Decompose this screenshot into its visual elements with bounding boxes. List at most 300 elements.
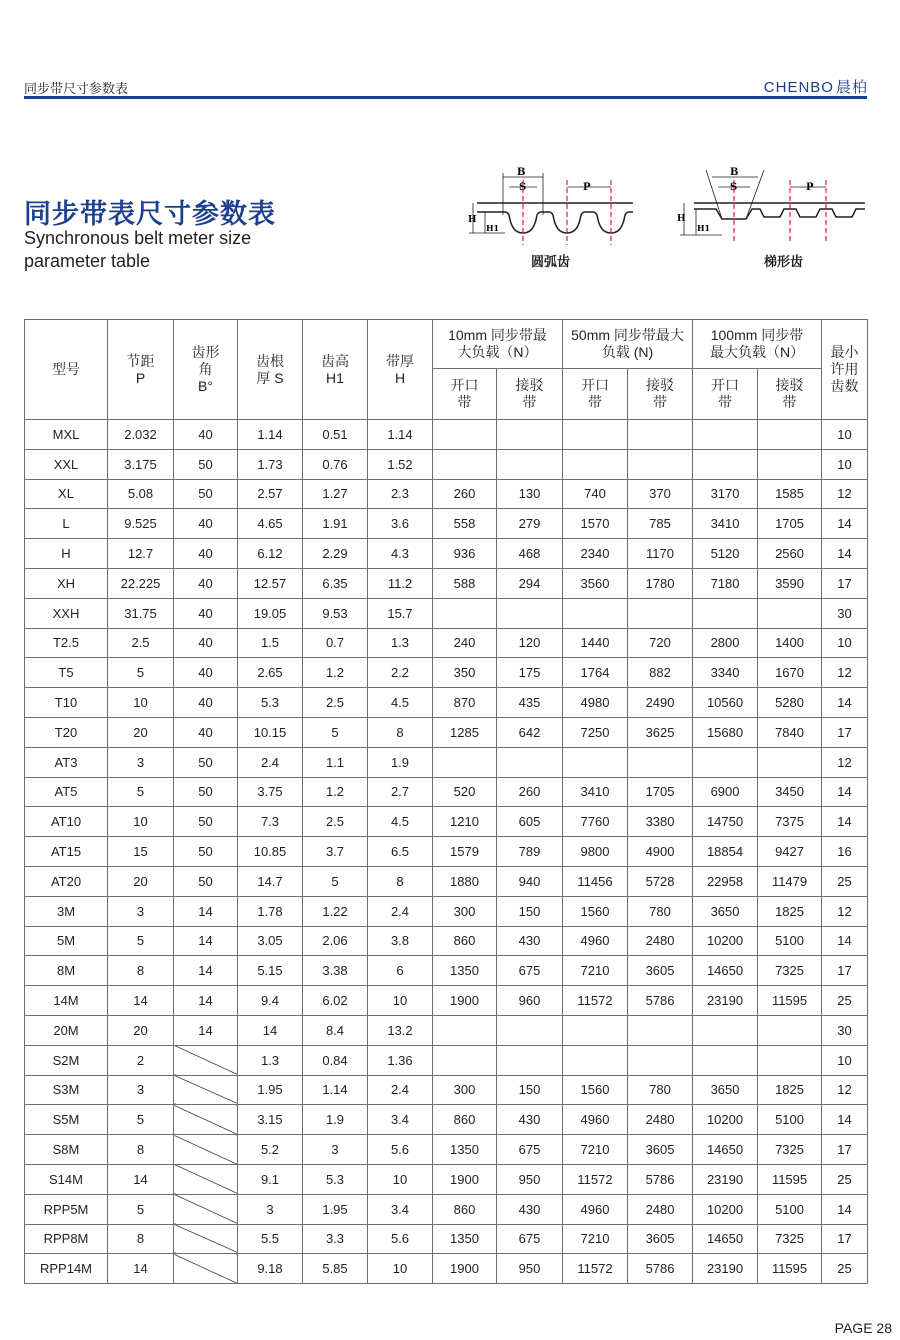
value-cell: 5100 — [758, 926, 822, 956]
value-cell — [433, 420, 497, 450]
value-cell — [497, 747, 563, 777]
value-cell: 780 — [628, 1075, 693, 1105]
value-cell: 260 — [497, 777, 563, 807]
value-cell: 2.032 — [108, 420, 174, 450]
value-cell: 1880 — [433, 866, 497, 896]
model-cell: RPP8M — [25, 1224, 108, 1254]
value-cell — [563, 1045, 628, 1075]
value-cell: 2.5 — [303, 688, 368, 718]
table-row — [25, 1224, 868, 1254]
value-cell: 7210 — [563, 956, 628, 986]
table-row — [25, 509, 868, 539]
value-cell: 5.3 — [303, 1164, 368, 1194]
model-cell: T5 — [25, 658, 108, 688]
value-cell: 2.29 — [303, 539, 368, 569]
value-cell: 7250 — [563, 717, 628, 747]
value-cell: 2.65 — [238, 658, 303, 688]
value-cell: 14 — [238, 1015, 303, 1045]
value-cell: 1900 — [433, 1254, 497, 1284]
value-cell: 1.78 — [238, 896, 303, 926]
value-cell: 3 — [238, 1194, 303, 1224]
value-cell: 14650 — [693, 1135, 758, 1165]
model-cell: H — [25, 539, 108, 569]
value-cell: 20 — [108, 1015, 174, 1045]
value-cell: 11479 — [758, 866, 822, 896]
value-cell: 14 — [822, 1194, 868, 1224]
table-row — [25, 747, 868, 777]
value-cell: 50 — [174, 777, 238, 807]
table-row — [25, 807, 868, 837]
value-cell: 520 — [433, 777, 497, 807]
value-cell: 1350 — [433, 1135, 497, 1165]
value-cell: 23190 — [693, 986, 758, 1016]
value-cell: 1.27 — [303, 479, 368, 509]
value-cell: 3605 — [628, 1224, 693, 1254]
value-cell: 3340 — [693, 658, 758, 688]
value-cell: 1.2 — [303, 658, 368, 688]
value-cell: 240 — [433, 628, 497, 658]
value-cell: 860 — [433, 1105, 497, 1135]
belt-spec-table — [24, 319, 868, 1284]
value-cell: 12 — [822, 479, 868, 509]
value-cell: 860 — [433, 926, 497, 956]
header-open-100: 开口 带 — [693, 369, 758, 420]
value-cell: 785 — [628, 509, 693, 539]
value-cell: 0.76 — [303, 449, 368, 479]
header-joint-50: 接驳 带 — [628, 369, 693, 420]
value-cell: 11572 — [563, 1254, 628, 1284]
table-row — [25, 986, 868, 1016]
header-thickness: 齿根 厚 S — [238, 320, 303, 420]
model-cell: S2M — [25, 1045, 108, 1075]
value-cell: 18854 — [693, 837, 758, 867]
value-cell — [433, 747, 497, 777]
table-row — [25, 628, 868, 658]
value-cell: 720 — [628, 628, 693, 658]
value-cell — [497, 1045, 563, 1075]
value-cell: 2.57 — [238, 479, 303, 509]
value-cell: 2.4 — [238, 747, 303, 777]
value-cell: 6 — [368, 956, 433, 986]
value-cell: 7210 — [563, 1224, 628, 1254]
header-belt-thickness: 带厚 H — [368, 320, 433, 420]
value-cell: 150 — [497, 1075, 563, 1105]
value-cell: 9.4 — [238, 986, 303, 1016]
value-cell: 11595 — [758, 1254, 822, 1284]
value-cell: 5.08 — [108, 479, 174, 509]
table-row — [25, 717, 868, 747]
value-cell — [693, 1015, 758, 1045]
model-cell: 5M — [25, 926, 108, 956]
value-cell: 1670 — [758, 658, 822, 688]
value-cell: 40 — [174, 688, 238, 718]
table-row — [25, 539, 868, 569]
value-cell: 3590 — [758, 568, 822, 598]
value-cell: 30 — [822, 598, 868, 628]
value-cell: 370 — [628, 479, 693, 509]
value-cell: 19.05 — [238, 598, 303, 628]
value-cell: 4960 — [563, 926, 628, 956]
value-cell: 1825 — [758, 896, 822, 926]
trapezoid-tooth-caption: 梯形齿 — [764, 254, 804, 269]
brand-name-cn: 晨柏 — [835, 79, 868, 96]
value-cell — [563, 1015, 628, 1045]
value-cell: 1.9 — [303, 1105, 368, 1135]
value-cell: 2.5 — [108, 628, 174, 658]
model-cell: 8M — [25, 956, 108, 986]
value-cell: 14 — [822, 509, 868, 539]
model-cell: MXL — [25, 420, 108, 450]
value-cell: 3605 — [628, 1135, 693, 1165]
value-cell: 0.84 — [303, 1045, 368, 1075]
value-cell: 3.6 — [368, 509, 433, 539]
value-cell: 1764 — [563, 658, 628, 688]
value-cell: 860 — [433, 1194, 497, 1224]
value-cell — [433, 1015, 497, 1045]
value-cell: 4.3 — [368, 539, 433, 569]
value-cell: 5 — [108, 926, 174, 956]
value-cell: 9.525 — [108, 509, 174, 539]
value-cell: 3 — [108, 747, 174, 777]
value-cell: 1.3 — [368, 628, 433, 658]
value-cell: 12 — [822, 1075, 868, 1105]
value-cell: 1900 — [433, 986, 497, 1016]
value-cell: 9.1 — [238, 1164, 303, 1194]
value-cell: 15.7 — [368, 598, 433, 628]
header-load-10mm: 10mm 同步带最 大负载（N） — [433, 320, 563, 369]
value-cell: 3380 — [628, 807, 693, 837]
value-cell — [628, 1045, 693, 1075]
value-cell: 17 — [822, 568, 868, 598]
value-cell — [433, 1045, 497, 1075]
value-cell: 1.14 — [238, 420, 303, 450]
value-cell: 50 — [174, 837, 238, 867]
value-cell — [758, 598, 822, 628]
value-cell — [433, 449, 497, 479]
header-joint-100: 接驳 带 — [758, 369, 822, 420]
value-cell: 1.73 — [238, 449, 303, 479]
value-cell: 10.85 — [238, 837, 303, 867]
value-cell: 940 — [497, 866, 563, 896]
value-cell: 2480 — [628, 926, 693, 956]
value-cell: 7840 — [758, 717, 822, 747]
value-cell — [758, 420, 822, 450]
value-cell: 8 — [108, 956, 174, 986]
dim-h-label: H — [468, 215, 477, 225]
value-cell: 0.51 — [303, 420, 368, 450]
value-cell: 3650 — [693, 896, 758, 926]
value-cell: 3.15 — [238, 1105, 303, 1135]
value-cell: 6.35 — [303, 568, 368, 598]
model-cell: L — [25, 509, 108, 539]
value-cell: 14 — [822, 926, 868, 956]
value-cell: 12.7 — [108, 539, 174, 569]
value-cell — [758, 1045, 822, 1075]
value-cell: 25 — [822, 1164, 868, 1194]
value-cell: 1.91 — [303, 509, 368, 539]
value-cell: 7325 — [758, 956, 822, 986]
value-cell: 6900 — [693, 777, 758, 807]
value-cell: 7760 — [563, 807, 628, 837]
header-joint-10: 接驳 带 — [497, 369, 563, 420]
value-cell — [693, 598, 758, 628]
header-open-50: 开口 带 — [563, 369, 628, 420]
model-cell: XXL — [25, 449, 108, 479]
value-cell: 10200 — [693, 926, 758, 956]
value-cell: 4.65 — [238, 509, 303, 539]
value-cell: 14 — [822, 688, 868, 718]
value-cell: 435 — [497, 688, 563, 718]
value-cell: 350 — [433, 658, 497, 688]
value-cell: 1705 — [758, 509, 822, 539]
value-cell: 10 — [822, 420, 868, 450]
table-row — [25, 449, 868, 479]
value-cell: 5 — [108, 1105, 174, 1135]
value-cell: 12 — [822, 658, 868, 688]
value-cell: 1.52 — [368, 449, 433, 479]
value-cell: 10200 — [693, 1194, 758, 1224]
value-cell — [174, 1164, 238, 1194]
value-cell: 5.6 — [368, 1135, 433, 1165]
value-cell: 3605 — [628, 956, 693, 986]
value-cell — [758, 747, 822, 777]
value-cell: 11572 — [563, 1164, 628, 1194]
value-cell: 675 — [497, 1224, 563, 1254]
value-cell — [758, 1015, 822, 1045]
table-row — [25, 777, 868, 807]
value-cell: 430 — [497, 1105, 563, 1135]
dim-b-label: B — [517, 167, 526, 178]
model-cell: S5M — [25, 1105, 108, 1135]
value-cell: 30 — [822, 1015, 868, 1045]
model-cell: S3M — [25, 1075, 108, 1105]
value-cell: 14 — [822, 539, 868, 569]
value-cell: 5.6 — [368, 1224, 433, 1254]
table-row — [25, 688, 868, 718]
value-cell: 10560 — [693, 688, 758, 718]
header-load-100mm: 100mm 同步带 最大负载（N） — [693, 320, 822, 369]
value-cell: 430 — [497, 1194, 563, 1224]
value-cell: 3450 — [758, 777, 822, 807]
value-cell: 14 — [174, 986, 238, 1016]
value-cell: 14 — [108, 1254, 174, 1284]
value-cell — [174, 1105, 238, 1135]
value-cell: 17 — [822, 956, 868, 986]
model-cell: T2.5 — [25, 628, 108, 658]
value-cell: 25 — [822, 1254, 868, 1284]
trap-dim-p-label: P — [806, 182, 814, 193]
value-cell: 1585 — [758, 479, 822, 509]
value-cell: 1.14 — [303, 1075, 368, 1105]
value-cell: 5.15 — [238, 956, 303, 986]
value-cell: 1.9 — [368, 747, 433, 777]
model-cell: 3M — [25, 896, 108, 926]
header-min-teeth: 最小 许用 齿数 — [822, 320, 868, 420]
header-open-10: 开口 带 — [433, 369, 497, 420]
model-cell: XH — [25, 568, 108, 598]
value-cell — [563, 598, 628, 628]
value-cell: 2340 — [563, 539, 628, 569]
value-cell: 5.3 — [238, 688, 303, 718]
value-cell: 4900 — [628, 837, 693, 867]
value-cell: 5 — [108, 777, 174, 807]
value-cell: 10200 — [693, 1105, 758, 1135]
value-cell: 11.2 — [368, 568, 433, 598]
table-row — [25, 896, 868, 926]
header-rule — [24, 96, 867, 99]
value-cell: 3.05 — [238, 926, 303, 956]
value-cell — [628, 598, 693, 628]
dim-s-label: S — [519, 182, 527, 193]
value-cell: 5786 — [628, 986, 693, 1016]
value-cell: 14 — [822, 777, 868, 807]
value-cell: 11595 — [758, 1164, 822, 1194]
value-cell: 10 — [368, 1164, 433, 1194]
value-cell: 7375 — [758, 807, 822, 837]
table-row — [25, 568, 868, 598]
value-cell: 1579 — [433, 837, 497, 867]
value-cell: 25 — [822, 986, 868, 1016]
value-cell: 1705 — [628, 777, 693, 807]
value-cell: 14 — [108, 1164, 174, 1194]
table-row — [25, 1164, 868, 1194]
value-cell: 6.02 — [303, 986, 368, 1016]
model-cell: 14M — [25, 986, 108, 1016]
value-cell: 950 — [497, 1164, 563, 1194]
value-cell: 2490 — [628, 688, 693, 718]
value-cell: 936 — [433, 539, 497, 569]
value-cell: 1780 — [628, 568, 693, 598]
value-cell: 5786 — [628, 1164, 693, 1194]
value-cell: 4960 — [563, 1105, 628, 1135]
value-cell: 3560 — [563, 568, 628, 598]
value-cell: 960 — [497, 986, 563, 1016]
value-cell — [693, 1045, 758, 1075]
value-cell: 3.175 — [108, 449, 174, 479]
value-cell: 3.38 — [303, 956, 368, 986]
value-cell: 2 — [108, 1045, 174, 1075]
value-cell: 40 — [174, 568, 238, 598]
table-row — [25, 956, 868, 986]
table-row — [25, 1045, 868, 1075]
value-cell: 40 — [174, 658, 238, 688]
value-cell: 9.18 — [238, 1254, 303, 1284]
value-cell: 3.4 — [368, 1105, 433, 1135]
table-row — [25, 837, 868, 867]
value-cell: 2.06 — [303, 926, 368, 956]
value-cell: 3 — [108, 896, 174, 926]
value-cell: 3.3 — [303, 1224, 368, 1254]
value-cell — [693, 747, 758, 777]
value-cell: 22.225 — [108, 568, 174, 598]
value-cell: 31.75 — [108, 598, 174, 628]
value-cell: 2.4 — [368, 1075, 433, 1105]
value-cell: 7325 — [758, 1135, 822, 1165]
header-angle: 齿形 角 B° — [174, 320, 238, 420]
value-cell: 14 — [108, 986, 174, 1016]
value-cell: 8 — [108, 1135, 174, 1165]
value-cell: 294 — [497, 568, 563, 598]
value-cell: 3.4 — [368, 1194, 433, 1224]
value-cell: 2.3 — [368, 479, 433, 509]
value-cell: 882 — [628, 658, 693, 688]
trapezoid-tooth-diagram — [672, 165, 867, 265]
value-cell — [628, 449, 693, 479]
value-cell — [628, 747, 693, 777]
dim-p-label: P — [583, 182, 591, 193]
value-cell — [174, 1194, 238, 1224]
value-cell: 10 — [822, 628, 868, 658]
value-cell — [628, 1015, 693, 1045]
table-row — [25, 866, 868, 896]
header-model: 型号 — [25, 320, 108, 420]
value-cell: 2480 — [628, 1194, 693, 1224]
value-cell — [174, 1254, 238, 1284]
value-cell: 2.2 — [368, 658, 433, 688]
table-body — [25, 420, 868, 1284]
trap-dim-h1-label: H1 — [697, 223, 711, 233]
trap-dim-s-label: S — [730, 182, 738, 193]
value-cell — [497, 598, 563, 628]
value-cell: 17 — [822, 1224, 868, 1254]
value-cell: 789 — [497, 837, 563, 867]
value-cell: 7210 — [563, 1135, 628, 1165]
value-cell: 11595 — [758, 986, 822, 1016]
value-cell: 14.7 — [238, 866, 303, 896]
value-cell: 50 — [174, 747, 238, 777]
value-cell: 50 — [174, 449, 238, 479]
model-cell: XXH — [25, 598, 108, 628]
value-cell: 5100 — [758, 1194, 822, 1224]
value-cell: 7.3 — [238, 807, 303, 837]
model-cell: AT20 — [25, 866, 108, 896]
value-cell: 5 — [108, 1194, 174, 1224]
value-cell: 5 — [303, 717, 368, 747]
arc-tooth-diagram — [465, 165, 635, 265]
value-cell — [693, 420, 758, 450]
value-cell: 40 — [174, 717, 238, 747]
value-cell: 40 — [174, 420, 238, 450]
value-cell: 1210 — [433, 807, 497, 837]
value-cell: 10 — [822, 449, 868, 479]
value-cell: 5 — [108, 658, 174, 688]
value-cell: 11456 — [563, 866, 628, 896]
value-cell: 4.5 — [368, 807, 433, 837]
page-subtitle: Synchronous belt meter size parameter table — [24, 228, 252, 271]
model-cell: AT10 — [25, 807, 108, 837]
arc-tooth-caption: 圆弧齿 — [531, 254, 571, 269]
value-cell: 12.57 — [238, 568, 303, 598]
value-cell: 10 — [108, 688, 174, 718]
value-cell: 1.2 — [303, 777, 368, 807]
value-cell — [628, 420, 693, 450]
value-cell: 9427 — [758, 837, 822, 867]
value-cell: 20 — [108, 717, 174, 747]
model-cell: S14M — [25, 1164, 108, 1194]
value-cell: 5280 — [758, 688, 822, 718]
model-cell: T10 — [25, 688, 108, 718]
value-cell: 23190 — [693, 1164, 758, 1194]
value-cell: 1440 — [563, 628, 628, 658]
value-cell: 10 — [822, 1045, 868, 1075]
table-row — [25, 1015, 868, 1045]
value-cell: 2560 — [758, 539, 822, 569]
value-cell: 14650 — [693, 956, 758, 986]
table-row — [25, 1075, 868, 1105]
value-cell: 675 — [497, 956, 563, 986]
trap-dim-b-label: B — [730, 167, 739, 178]
value-cell: 12 — [822, 896, 868, 926]
